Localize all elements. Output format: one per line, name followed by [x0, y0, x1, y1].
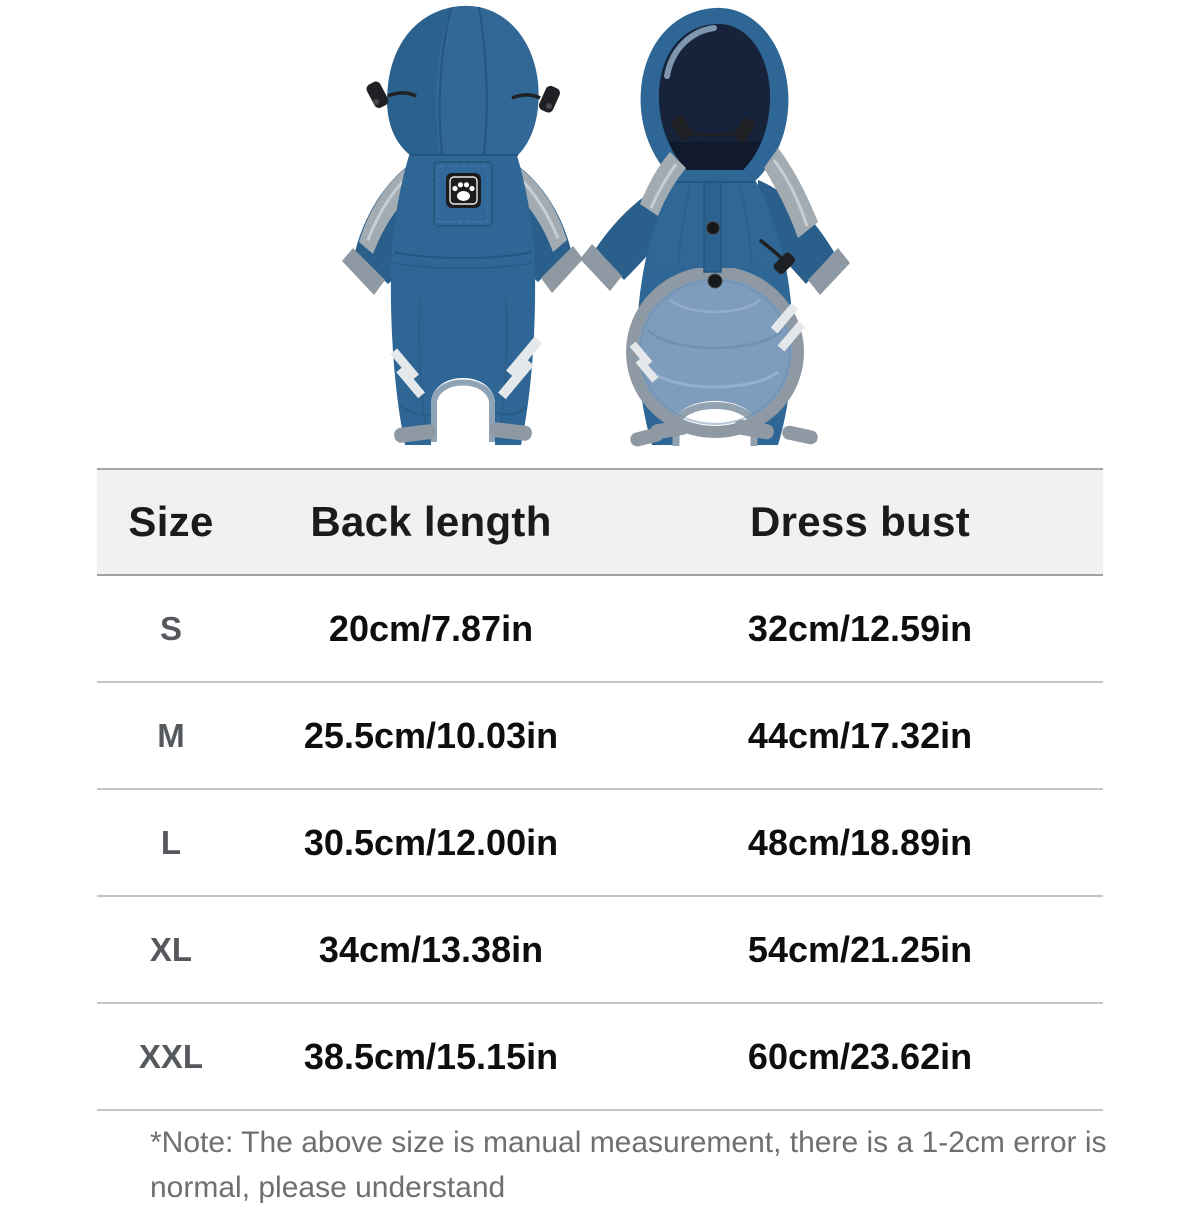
- back-length-cell: 38.5cm/15.15in: [303, 1035, 559, 1077]
- back-length-cell: 25.5cm/10.03in: [303, 714, 559, 756]
- dress-bust-cell: 32cm/12.59in: [747, 607, 973, 649]
- size-cell: XL: [149, 930, 193, 968]
- dress-bust-cell: 48cm/18.89in: [747, 821, 973, 863]
- size-cell: XXL: [138, 1037, 204, 1075]
- paw-print-icon: [446, 173, 481, 208]
- table-row: [97, 576, 1103, 683]
- table-header-row: [97, 468, 1103, 576]
- measurement-note: *Note: The above size is manual measurement, there is a 1-2cm error is normal, please understand: [150, 1126, 1107, 1204]
- dress-bust-cell: 54cm/21.25in: [747, 928, 973, 970]
- back-length-cell: 34cm/13.38in: [318, 928, 544, 970]
- table-row: [97, 897, 1103, 1004]
- table-row: [97, 683, 1103, 790]
- back-length-cell: 20cm/7.87in: [328, 607, 534, 649]
- col-header-back-length: Back length: [310, 498, 552, 545]
- size-cell: L: [160, 823, 182, 861]
- dress-bust-cell: 44cm/17.32in: [747, 714, 973, 756]
- col-header-dress-bust: Dress bust: [749, 498, 971, 545]
- table-row: [97, 790, 1103, 897]
- col-header-size: Size: [128, 498, 214, 545]
- table-row: [97, 1004, 1103, 1111]
- back-length-cell: 30.5cm/12.00in: [303, 821, 559, 863]
- dog-raincoat-illustration: [330, 0, 890, 465]
- size-cell: M: [157, 716, 185, 754]
- size-cell: S: [159, 609, 182, 647]
- size-chart-table: [97, 468, 1103, 1111]
- raincoat-back-view: [342, 6, 583, 448]
- dress-bust-cell: 60cm/23.62in: [747, 1035, 973, 1077]
- product-photo: [330, 0, 890, 465]
- raincoat-front-view: [580, 8, 850, 452]
